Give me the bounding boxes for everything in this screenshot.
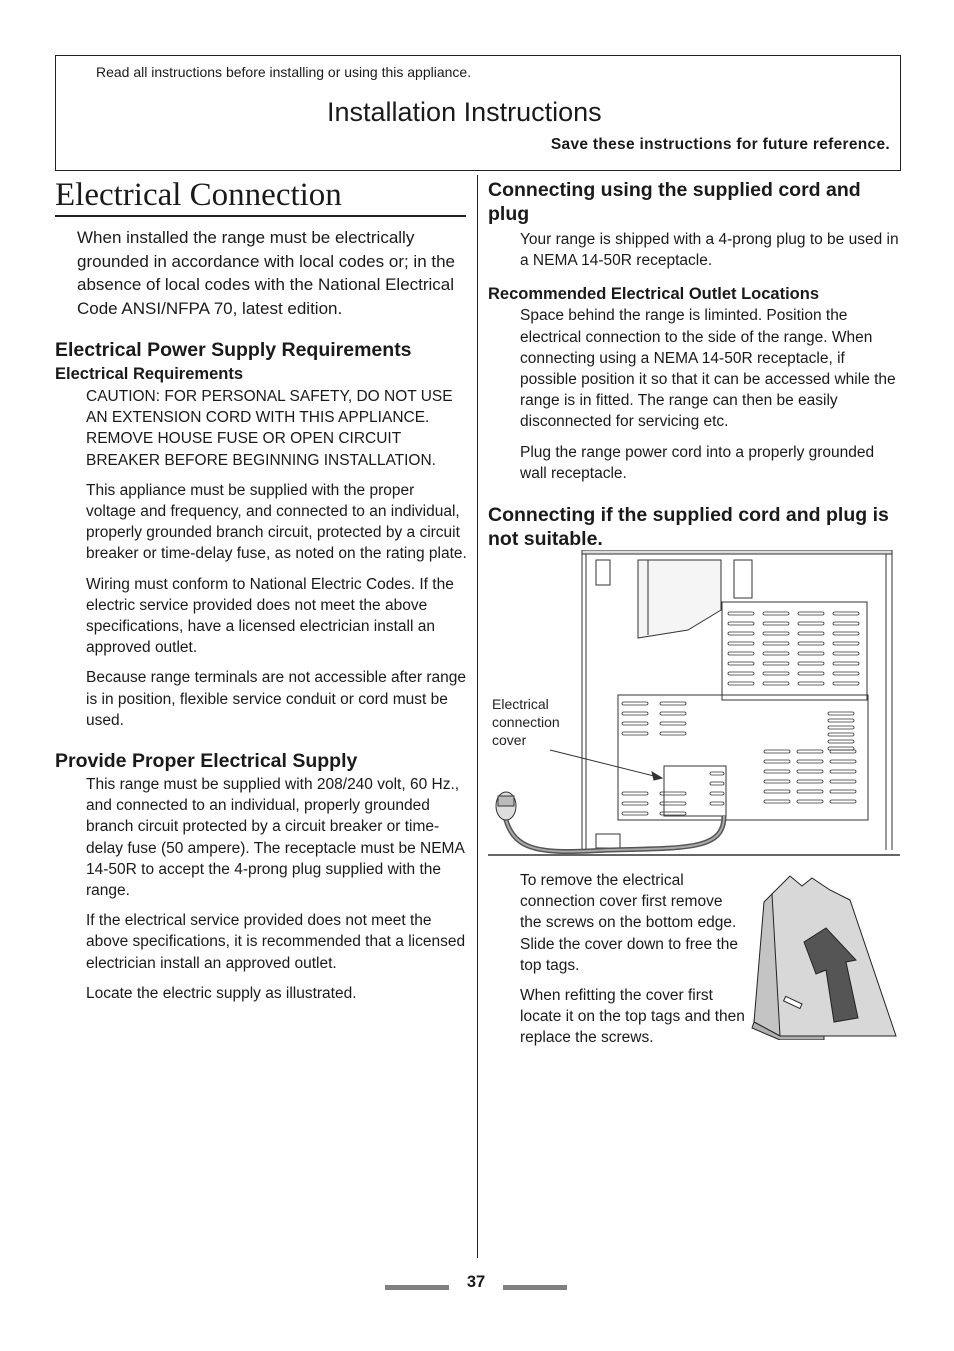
locate-paragraph: Locate the electric supply as illustrated. [86,984,357,1002]
space-paragraph: Space behind the range is liminted. Position the electrical connection to the side of the range. When connecting using a NEMA 14-50R receptacle, if possible position it so that it can be accessed while the range is in fitted. The range can then be easily disconnected for servicing etc. [520,307,896,431]
column-divider [477,175,478,1258]
header-note: Read all instructions before installing or using this appliance. [96,64,472,80]
cover-illustration [750,872,898,1040]
outlet-locations-heading: Recommended Electrical Outlet Locations [488,285,819,304]
figure-label-line-3: cover [492,732,527,748]
page-footer [0,1270,954,1300]
left-column [55,175,467,1013]
provide-supply-heading: Provide Proper Electrical Supply [55,750,358,773]
refit-cover-paragraph: When refitting the cover first locate it on the top tags and then replace the screws. [520,987,745,1047]
figure-label-line-1: Electrical [492,696,549,712]
electrical-requirements-heading: Electrical Requirements [55,365,243,383]
footer-bar-right [503,1285,567,1290]
terminals-paragraph: Because range terminals are not accessible after range is in position, flexible service conduit or cord must be used. [86,669,466,729]
shipped-paragraph: Your range is shipped with a 4-prong plug to be used in a NEMA 14-50R receptacle. [520,231,899,270]
cord-plug-heading: Connecting using the supplied cord and plug [488,179,861,225]
intro-paragraph: When installed the range must be electrically grounded in accordance with local codes or; in the absence of local codes with the National Electrical Code ANSI/NFPA 70, latest edition. [77,228,456,318]
section-title: Electrical Connection [55,175,466,217]
power-supply-heading: Electrical Power Supply Requirements [55,339,412,361]
footer-bar-left [385,1285,449,1290]
figure-label-line-2: connection [492,714,560,730]
header-box [55,55,901,171]
remove-cover-paragraph: To remove the electrical connection cover first remove the screws on the bottom edge. Slide the cover down to free the top tags. [520,872,738,974]
wiring-paragraph: Wiring must conform to National Electric Codes. If the electric service provided does not meet the above specifications, have a licensed electrician install an approved outlet. [86,575,454,657]
save-note: Save these instructions for future reference. [550,136,890,153]
electrician-paragraph: If the electrical service provided does not meet the above specifications, it is recommended that a licensed electrician install an approved outlet. [86,912,466,972]
plug-paragraph: Plug the range power cord into a properly grounded wall receptacle. [520,443,875,482]
caution-paragraph: CAUTION: FOR PERSONAL SAFETY, DO NOT USE AN EXTENSION CORD WITH THIS APPLIANCE. REMOVE HOUSE FUSE OR OPEN CIRCUIT BREAKER BEFORE BEGINNING INSTALLATION. [86,388,453,469]
right-column [488,178,900,551]
page-title: Installation Instructions [327,97,602,127]
page-number: 37 [466,1273,486,1291]
range-back-illustration [488,550,900,866]
supply-paragraph: This range must be supplied with 208/240 volt, 60 Hz., and connected to an individual, properly grounded branch circuit protected by a circuit breaker or time-delay fuse (50 ampere). The receptacle must be NEMA 14-50R to accept the 4-prong plug supplied with the range. [86,776,464,900]
voltage-paragraph: This appliance must be supplied with the proper voltage and frequency, and connected to an individual, properly grounded branch circuit, protected by a circuit breaker or time-delay fuse, as noted on the rating plate. [86,481,467,563]
unsuitable-heading: Connecting if the supplied cord and plug is not suitable. [488,504,889,551]
cover-instructions [520,870,748,1058]
